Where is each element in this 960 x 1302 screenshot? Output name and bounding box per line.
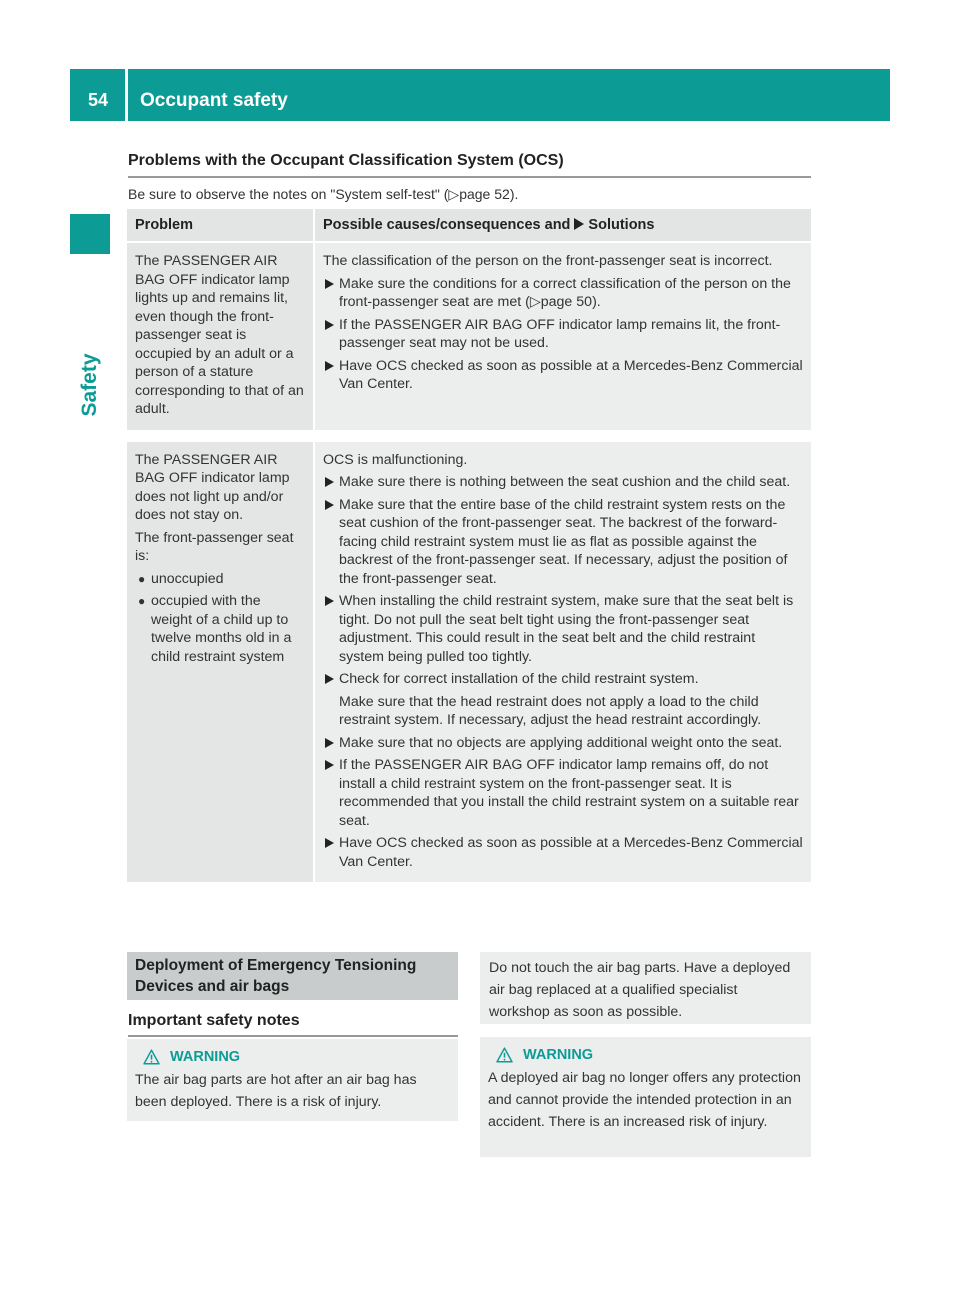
ocs-section-title: Problems with the Occupant Classification System (OCS) bbox=[128, 152, 564, 169]
page-ref-link[interactable]: page 50 bbox=[540, 294, 593, 310]
cause-text: OCS is malfunctioning. bbox=[323, 451, 468, 468]
bullet-icon: ● bbox=[138, 571, 146, 586]
list-item: ● occupied with the weight of a child up to twelve months old in a child restraint system bbox=[138, 593, 292, 665]
action-step: Make sure the conditions for a correct classification of the person on the front-passenger seat are met (▷page 50). bbox=[323, 275, 803, 312]
page-number: 54 bbox=[87, 90, 109, 110]
warning-label: WARNING bbox=[523, 1047, 594, 1063]
deployment-section-title: Deployment of Emergency Tensioning Devices and air bags bbox=[127, 952, 458, 1000]
section-divider bbox=[128, 176, 811, 178]
solution-cell bbox=[315, 430, 811, 883]
important-safety-notes-title: Important safety notes bbox=[128, 1012, 300, 1029]
header-divider bbox=[125, 69, 128, 121]
warning-header bbox=[488, 1047, 803, 1063]
warning-label: WARNING bbox=[170, 1049, 241, 1065]
table-row bbox=[127, 430, 811, 883]
warning-header bbox=[135, 1049, 450, 1065]
warning-triangle-icon bbox=[143, 1049, 160, 1065]
problem-cell: The PASSENGER AIR BAG OFF indicator lamp does not light up and/or does not stay on. The front-passenger seat is: ● unoccupied ● occupied with the weight of a child up to twelve months old in a child restraint system bbox=[127, 430, 315, 883]
warning-text: A deployed air bag no longer offers any protection and cannot provide the intended protection in an accident. There is an increased risk of injury. bbox=[488, 1070, 801, 1130]
action-step: If the PASSENGER AIR BAG OFF indicator lamp remains lit, the front-passenger seat may not be used. bbox=[323, 316, 803, 353]
warning-box-hot-parts bbox=[127, 1039, 458, 1121]
action-step: Make sure that no objects are applying additional weight onto the seat. bbox=[323, 734, 803, 753]
list-item: ● unoccupied bbox=[138, 570, 224, 587]
page-title: Occupant safety bbox=[140, 90, 288, 111]
air-bag-handling-note: Do not touch the air bag parts. Have a deployed air bag replaced at a qualified specialist workshop as soon as possible. bbox=[480, 952, 811, 1024]
action-step: Have OCS checked as soon as possible at a Mercedes-Benz Commercial Van Center. bbox=[323, 357, 803, 394]
page-ref-link[interactable]: page 52 bbox=[459, 186, 510, 202]
action-step: Check for correct installation of the child restraint system. bbox=[323, 670, 803, 689]
page-ref-icon: ▷ bbox=[448, 186, 460, 202]
ocs-intro: Be sure to observe the notes on "System self-test" (▷page 52). bbox=[128, 186, 519, 202]
section-divider bbox=[128, 1035, 458, 1037]
action-step: When installing the child restraint system, make sure that the seat belt is tight. Do not pull the seat belt tight using the front-passenger seat adjustment. This could result in the seat belt and the child restraint system being pulled too tightly. bbox=[323, 592, 803, 666]
action-step: Have OCS checked as soon as possible at a Mercedes-Benz Commercial Van Center. bbox=[323, 834, 803, 871]
action-note: Make sure that the head restraint does not apply a load to the child restraint system. If necessary, adjust the head restraint accordingly. bbox=[339, 693, 762, 728]
section-tab-text: Safety bbox=[78, 353, 101, 417]
ocs-troubleshooting-table bbox=[127, 209, 811, 882]
warning-box-deployed-air-bag bbox=[480, 1037, 811, 1157]
warning-text: The air bag parts are hot after an air bag has been deployed. There is a risk of injury. bbox=[135, 1072, 417, 1110]
solution-cell bbox=[315, 241, 811, 430]
column-header-problem: Problem bbox=[127, 209, 315, 241]
table-row bbox=[127, 241, 811, 430]
action-step: Make sure there is nothing between the seat cushion and the child seat. bbox=[323, 473, 803, 492]
section-tab-label bbox=[70, 340, 110, 430]
section-tab-marker bbox=[70, 214, 110, 254]
page-ref-icon: ▷ bbox=[529, 294, 541, 310]
action-arrow-icon bbox=[574, 218, 584, 230]
bullet-icon: ● bbox=[138, 594, 146, 608]
column-header-causes: Possible causes/consequences and Solutions bbox=[315, 209, 811, 241]
action-step: If the PASSENGER AIR BAG OFF indicator lamp remains off, do not install a child restraint system on the front-passenger seat. It is recommended that you install the child restraint system on a suitable rear seat. bbox=[323, 756, 803, 830]
problem-cell: The PASSENGER AIR BAG OFF indicator lamp lights up and remains lit, even though the front-passenger seat is occupied by an adult or a person of a stature corresponding to that of an adult. bbox=[127, 241, 315, 430]
warning-triangle-icon bbox=[496, 1047, 513, 1063]
action-step: Make sure that the entire base of the child restraint system rests on the seat cushion of the front-passenger seat. The backrest of the forward-facing child restraint system must lie as flat as possible against the backrest of the front-passenger seat. If necessary, adjust the position of the front-passenger seat. bbox=[323, 496, 803, 589]
cause-text: The classification of the person on the front-passenger seat is incorrect. bbox=[323, 253, 773, 269]
